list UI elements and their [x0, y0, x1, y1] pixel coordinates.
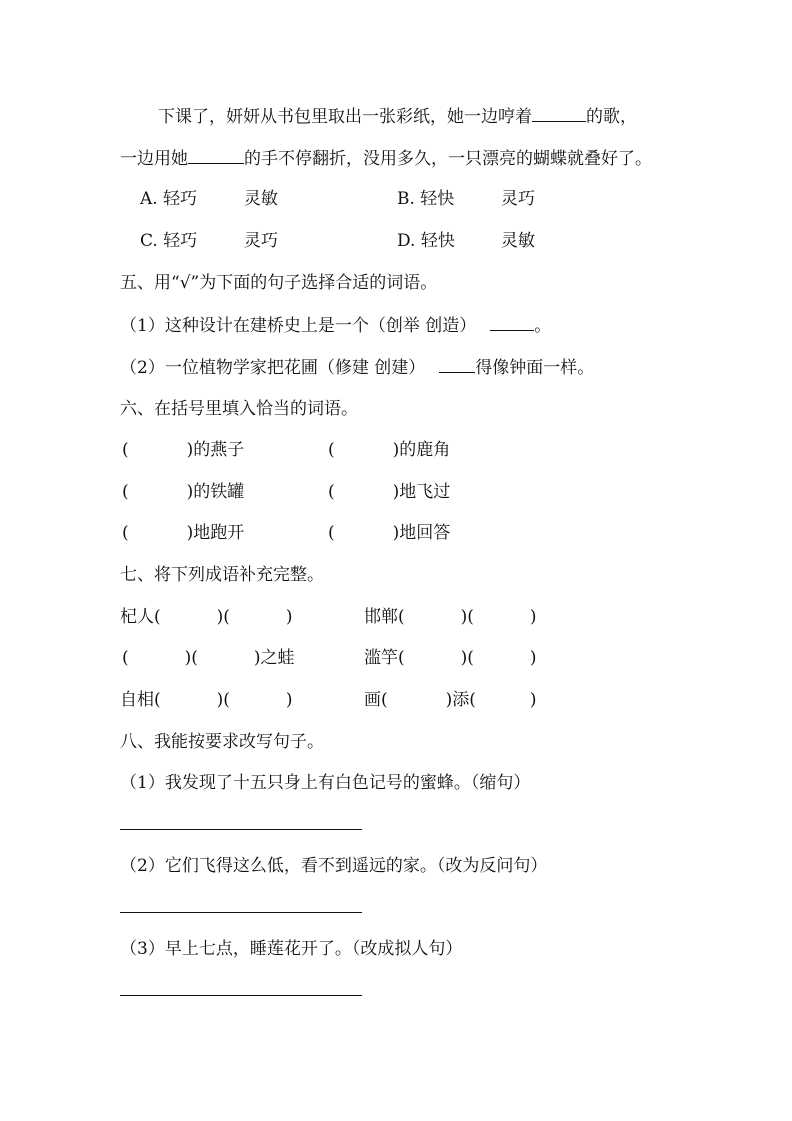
- idiom-row: 画( )添( ): [364, 690, 537, 710]
- passage-text: 一边用她: [120, 149, 188, 169]
- section-title: 八、我能按要求改写句子。: [120, 732, 324, 752]
- fill-row: ( )地飞过: [328, 482, 451, 502]
- idiom-part: 画: [364, 690, 381, 710]
- answer-blank[interactable]: [532, 104, 586, 122]
- answer-blank[interactable]: [439, 355, 475, 373]
- option-label: D. 轻快: [397, 231, 455, 251]
- idiom-row: 自相( )( ): [120, 690, 293, 710]
- option-label: C. 轻巧: [140, 231, 198, 251]
- idiom-part: 滥竽: [364, 648, 398, 668]
- idiom-row: 邯郸( )( ): [364, 607, 537, 627]
- fill-row: ( )的铁罐: [122, 482, 245, 502]
- idiom-row: 杞人( )( ): [120, 607, 293, 627]
- idiom-part: 邯郸: [364, 607, 398, 627]
- fill-word: 的燕子: [193, 440, 245, 460]
- option-word: 灵巧: [501, 189, 535, 209]
- option-label: A. 轻巧: [140, 189, 198, 209]
- option-word: 灵敏: [501, 231, 535, 251]
- fill-word: 地回答: [399, 523, 451, 543]
- option-a[interactable]: [140, 187, 278, 211]
- idiom-part: 杞人: [120, 607, 154, 627]
- answer-line[interactable]: [120, 829, 362, 830]
- item-text: （2）一位植物学家把花圃（修建 创建）: [120, 358, 426, 378]
- answer-line[interactable]: [120, 912, 362, 913]
- idiom-part: 自相: [120, 690, 154, 710]
- passage-line-2: [120, 146, 652, 170]
- option-b[interactable]: [397, 187, 535, 211]
- fill-row: ( )的鹿角: [328, 440, 451, 460]
- q5-item-1: [120, 313, 551, 337]
- option-word: 灵敏: [244, 189, 278, 209]
- fill-row: ( )地回答: [328, 523, 451, 543]
- section-title: 七、将下列成语补充完整。: [120, 565, 324, 585]
- passage-text: 的歌，: [586, 107, 637, 127]
- section-title: 六、在括号里填入恰当的词语。: [120, 399, 358, 419]
- option-word: 灵巧: [244, 231, 278, 251]
- passage-text: 下课了，妍妍从书包里取出一张彩纸，她一边哼着: [158, 107, 532, 127]
- answer-blank[interactable]: [490, 313, 534, 331]
- q5-item-2: [120, 355, 594, 379]
- passage-line-1: [158, 104, 637, 128]
- idiom-row: ( )( )之蛙: [122, 648, 295, 668]
- idiom-part: 添: [452, 690, 470, 710]
- section-title: 五、用“√”为下面的句子选择合适的词语。: [120, 273, 438, 293]
- fill-word: 地飞过: [399, 482, 451, 502]
- item-text: 得像钟面一样。: [475, 358, 595, 378]
- fill-word: 的鹿角: [399, 440, 451, 460]
- item-text: （1）这种设计在建桥史上是一个（创举 创造）: [120, 316, 477, 336]
- option-d[interactable]: [397, 229, 535, 253]
- rewrite-item-3: （3）早上七点，睡莲花开了。（改成拟人句）: [120, 939, 463, 959]
- rewrite-item-1: （1）我发现了十五只身上有白色记号的蜜蜂。（缩句）: [120, 773, 531, 793]
- fill-row: ( )地跑开: [122, 523, 245, 543]
- option-label: B. 轻快: [397, 189, 455, 209]
- rewrite-item-2: （2）它们飞得这么低，看不到遥远的家。（改为反问句）: [120, 856, 548, 876]
- fill-word: 的铁罐: [193, 482, 245, 502]
- fill-row: ( )的燕子: [122, 440, 245, 460]
- passage-text: 的手不停翻折，没用多久，一只漂亮的蝴蝶就叠好了。: [244, 149, 652, 169]
- idiom-row: 滥竽( )( ): [364, 648, 537, 668]
- fill-word: 地跑开: [193, 523, 245, 543]
- option-c[interactable]: [140, 229, 278, 253]
- answer-line[interactable]: [120, 995, 362, 996]
- item-text: 。: [534, 316, 552, 336]
- answer-blank[interactable]: [188, 146, 244, 164]
- idiom-part: 之蛙: [260, 648, 295, 668]
